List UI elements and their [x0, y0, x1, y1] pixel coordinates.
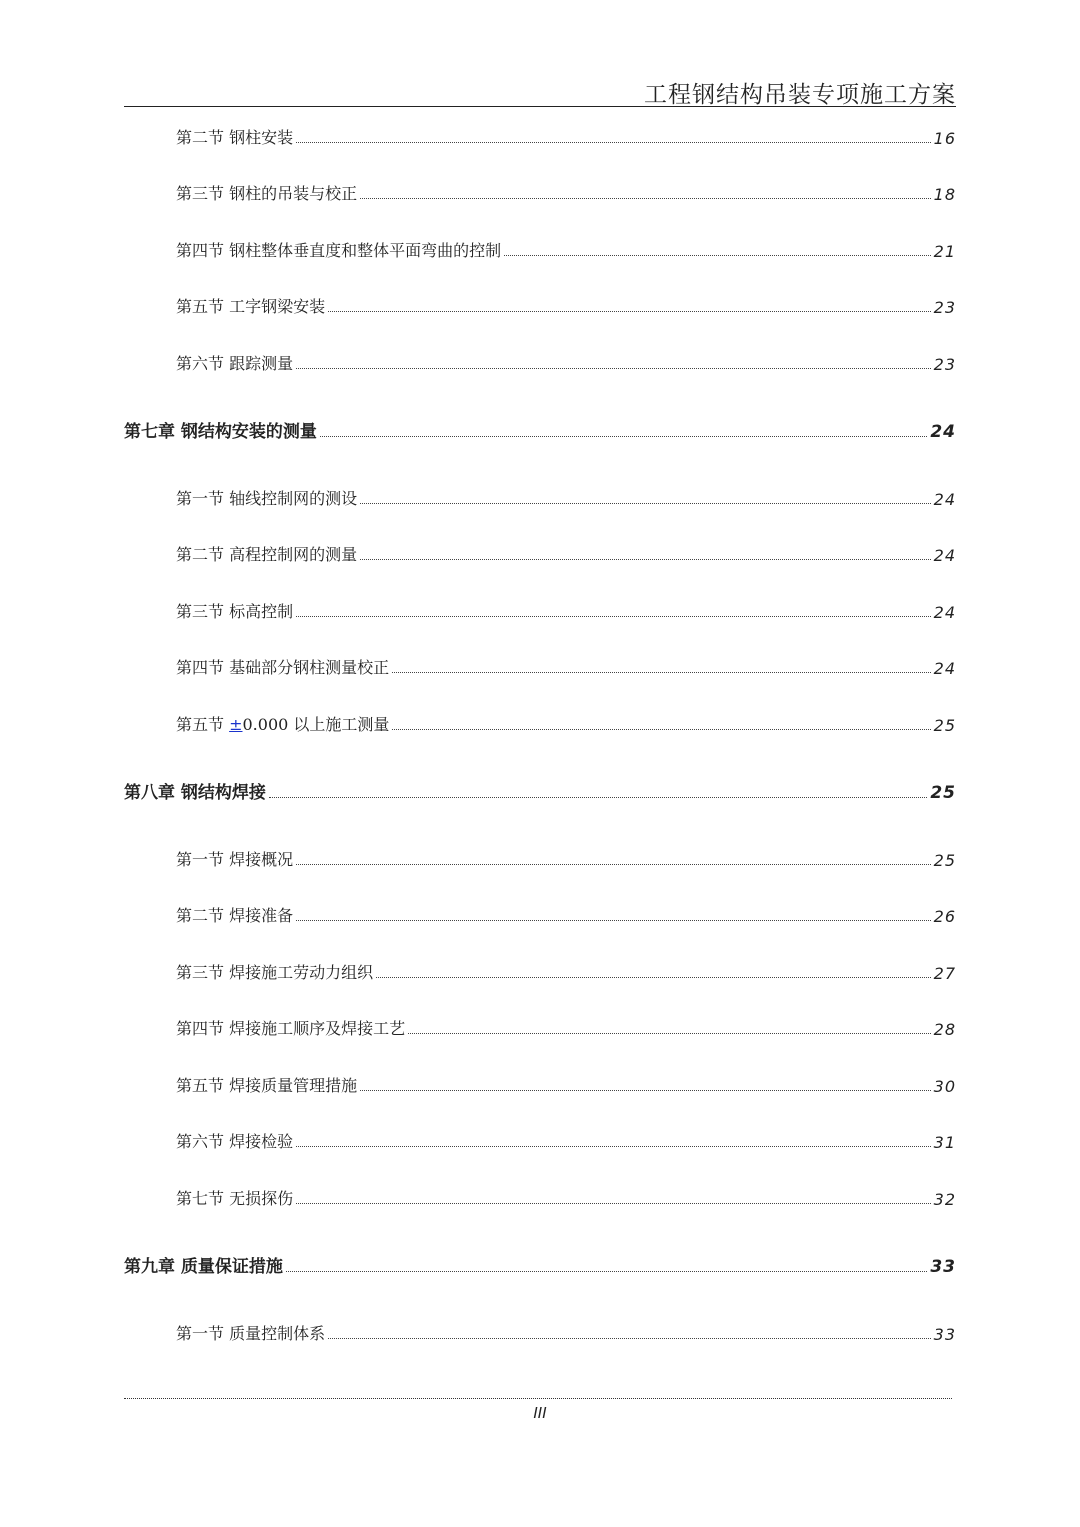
toc-entry-label: 第二节 钢柱安装 — [176, 128, 294, 147]
dot-leader — [296, 919, 931, 921]
toc-entry-label: 第六节 焊接检验 — [176, 1132, 294, 1151]
header-rule — [124, 106, 956, 107]
page-number: III — [533, 1404, 547, 1422]
dot-leader — [328, 310, 931, 312]
dot-leader — [360, 1089, 931, 1091]
toc-entry[interactable] — [124, 485, 956, 509]
dot-leader — [360, 197, 931, 199]
dot-leader — [328, 1337, 931, 1339]
toc-entry-page: 26 — [933, 907, 956, 926]
dot-leader — [360, 558, 931, 560]
toc-chapter-entry[interactable] — [124, 418, 956, 442]
toc-entry-page: 16 — [933, 129, 956, 148]
toc-entry-label: 第二节 焊接准备 — [176, 906, 294, 925]
dot-leader — [296, 1202, 931, 1204]
toc-entry-page: 24 — [933, 546, 956, 565]
toc-entry-page: 28 — [933, 1020, 956, 1039]
toc-entry-page: 32 — [933, 1190, 956, 1209]
dot-leader — [296, 863, 931, 865]
toc-entry[interactable] — [124, 846, 956, 870]
toc-entry[interactable] — [124, 1072, 956, 1096]
toc-entry-page: 33 — [930, 1257, 956, 1277]
toc-entry[interactable] — [124, 902, 956, 926]
toc-entry-label: 第三节 焊接施工劳动力组织 — [176, 963, 374, 982]
dot-leader — [376, 976, 931, 978]
toc-entry-label: 第三节 钢柱的吊装与校正 — [176, 184, 358, 203]
dot-leader — [360, 502, 931, 504]
toc-entry-page: 24 — [933, 603, 956, 622]
toc-entry[interactable] — [124, 124, 956, 148]
toc-entry-label-prefix: 第五节 — [176, 715, 230, 734]
toc-entry[interactable] — [124, 350, 956, 374]
dot-leader — [504, 254, 931, 256]
dot-leader — [408, 1032, 931, 1034]
toc-entry-page: 33 — [933, 1325, 956, 1344]
dot-leader — [286, 1270, 927, 1272]
toc-entry-label: 第七章 钢结构安装的测量 — [124, 422, 317, 442]
plus-minus-link[interactable]: ± — [229, 715, 243, 734]
toc-entry-page: 24 — [930, 422, 956, 442]
dot-leader — [392, 728, 930, 730]
toc-entry-label — [176, 712, 389, 735]
toc-entry-label: 第三节 标高控制 — [176, 602, 294, 621]
toc-entry-label: 第五节 工字钢梁安装 — [176, 297, 326, 316]
toc-entry-page: 24 — [933, 659, 956, 678]
dot-leader — [296, 367, 931, 369]
toc-entry-page: 18 — [933, 185, 956, 204]
toc-entry-label: 第九章 质量保证措施 — [124, 1257, 283, 1277]
toc-entry[interactable] — [124, 598, 956, 622]
toc-entry[interactable] — [124, 1320, 956, 1344]
toc-entry[interactable] — [124, 654, 956, 678]
toc-entry-page: 23 — [933, 355, 956, 374]
toc-entry[interactable] — [124, 293, 956, 317]
toc-chapter-entry[interactable] — [124, 779, 956, 803]
toc-entry-page: 27 — [933, 964, 956, 983]
toc-entry-label-suffix: 0.000 以上施工测量 — [242, 715, 390, 734]
toc-entry[interactable] — [124, 959, 956, 983]
toc-entry-page: 25 — [933, 716, 956, 735]
toc-entry-page: 21 — [933, 242, 956, 261]
toc-entry-label: 第四节 钢柱整体垂直度和整体平面弯曲的控制 — [176, 241, 502, 260]
dot-leader — [320, 435, 927, 437]
dot-leader — [296, 1145, 931, 1147]
toc-chapter-entry[interactable] — [124, 1253, 956, 1277]
dot-leader — [296, 141, 931, 143]
toc-entry-page: 25 — [933, 851, 956, 870]
toc-entry-label: 第二节 高程控制网的测量 — [176, 545, 358, 564]
toc-entry[interactable] — [124, 1015, 956, 1039]
toc-entry[interactable] — [124, 711, 956, 735]
dot-leader — [269, 796, 927, 798]
toc-entry-label: 第一节 焊接概况 — [176, 850, 294, 869]
toc-entry-label: 第一节 轴线控制网的测设 — [176, 489, 358, 508]
toc-entry[interactable] — [124, 1185, 956, 1209]
toc-entry-page: 30 — [933, 1077, 956, 1096]
toc-entry-label: 第七节 无损探伤 — [176, 1189, 294, 1208]
footer-rule — [124, 1398, 952, 1399]
toc-entry[interactable] — [124, 1128, 956, 1152]
toc-entry-page: 31 — [933, 1133, 956, 1152]
toc-entry[interactable] — [124, 180, 956, 204]
dot-leader — [296, 615, 931, 617]
toc-entry[interactable] — [124, 541, 956, 565]
toc-entry-label: 第一节 质量控制体系 — [176, 1324, 326, 1343]
dot-leader — [392, 671, 931, 673]
toc-entry-label: 第四节 基础部分钢柱测量校正 — [176, 658, 390, 677]
toc-entry-label: 第五节 焊接质量管理措施 — [176, 1076, 358, 1095]
toc-entry[interactable] — [124, 237, 956, 261]
toc-entry-label: 第六节 跟踪测量 — [176, 354, 294, 373]
toc-entry-page: 24 — [933, 490, 956, 509]
toc-entry-label: 第八章 钢结构焊接 — [124, 783, 266, 803]
toc-entry-page: 23 — [933, 298, 956, 317]
toc-entry-page: 25 — [930, 783, 956, 803]
document-title: 工程钢结构吊装专项施工方案 — [644, 82, 956, 108]
toc-entry-label: 第四节 焊接施工顺序及焊接工艺 — [176, 1019, 406, 1038]
